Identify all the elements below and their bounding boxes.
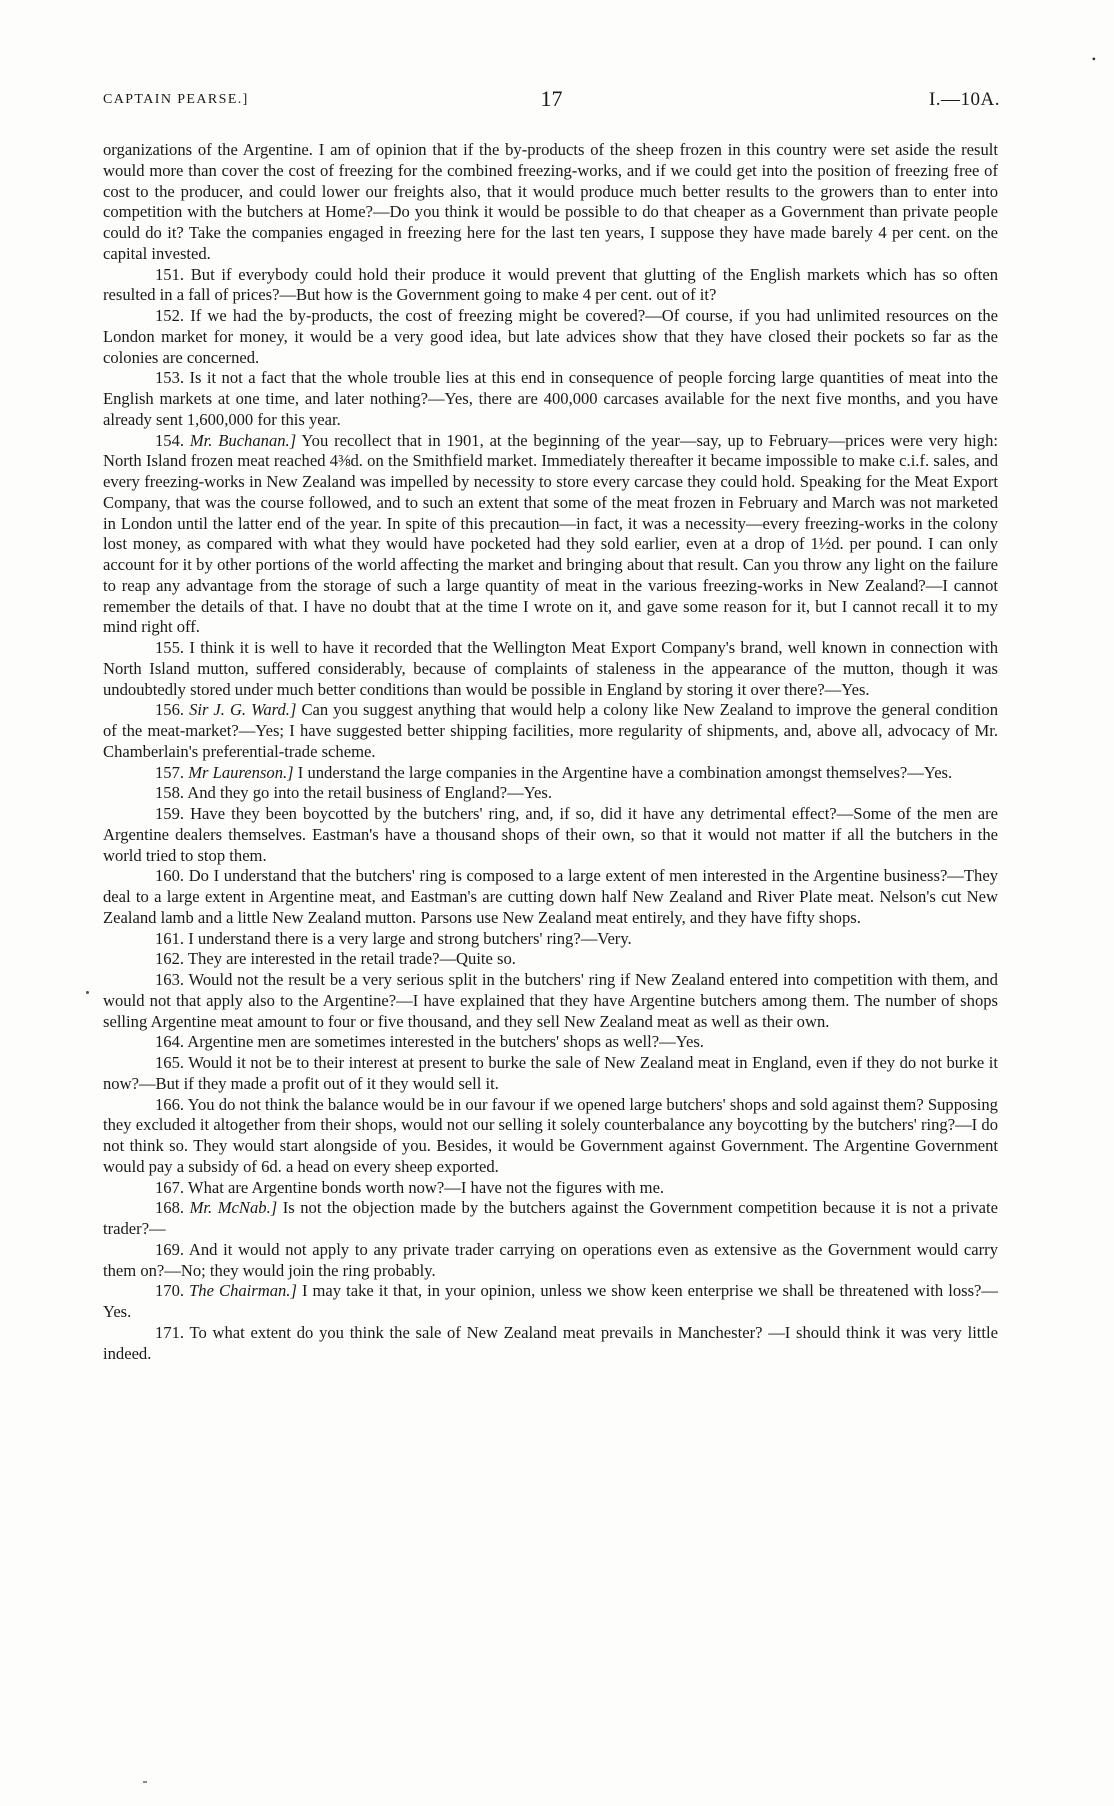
question-number: 166.	[155, 1094, 185, 1114]
speaker-name: Sir J. G. Ward.]	[189, 700, 297, 720]
paragraph-text: If we had the by-products, the cost of freezing might be covered?—Of course, if you had unlimited resources on the London market for money, it would be a very good idea, but late advices show that they have closed their pockets so far as the colonies are concerned.	[103, 306, 998, 367]
question-paragraph	[103, 783, 998, 804]
speaker-name: Mr. McNab.]	[189, 1198, 278, 1218]
question-number: 165.	[155, 1053, 185, 1072]
question-number: 159.	[155, 804, 185, 823]
question-paragraph	[103, 804, 998, 866]
question-paragraph	[103, 306, 998, 368]
question-number: 152.	[155, 306, 185, 325]
question-paragraph	[103, 949, 998, 970]
paragraph-text: And they go into the retail business of England?—Yes.	[187, 783, 552, 803]
question-paragraph	[103, 1032, 998, 1053]
question-number: 156.	[155, 700, 185, 720]
question-paragraph	[103, 431, 998, 639]
question-number: 161.	[155, 928, 185, 948]
question-number: 153.	[155, 368, 185, 388]
question-paragraph	[103, 1323, 998, 1365]
continued-paragraph	[103, 140, 998, 265]
question-number: 157.	[155, 762, 185, 782]
question-number: 171.	[155, 1322, 185, 1342]
speaker-name: Mr Laurenson.]	[188, 762, 294, 782]
stray-mark	[143, 1781, 147, 1783]
paragraph-text: What are Argentine bonds worth now?—I have not the figures with me.	[187, 1177, 665, 1197]
paragraph-text: Is not the objection made by the butchers against the Government competition because it is not a private trader?—	[103, 1198, 999, 1238]
question-number: 162.	[155, 949, 185, 969]
paragraph-text: But if everybody could hold their produce it would prevent that glutting of the English markets which has so often resulted in a fall of prices?—But how is the Government going to make 4 per cent. out of it?	[103, 264, 998, 305]
speaker-name: The Chairman.]	[189, 1281, 297, 1301]
paragraph-text: Do I understand that the butchers' ring is composed to a large extent of men interested in the Argentine business?—They deal to a large extent in Argentine meat, and Eastman's are cutting down half New Zealand and River Plate meat. Nelson's cut New Zealand lamb and a little New Zealand mutton. Parsons use New Zealand meat entirely, and they have fifty shops.	[103, 866, 998, 927]
question-paragraph	[103, 1281, 998, 1323]
question-number: 164.	[155, 1032, 185, 1052]
stray-mark	[86, 991, 89, 994]
question-paragraph	[103, 1053, 998, 1095]
question-paragraph	[103, 1095, 998, 1178]
question-paragraph	[103, 265, 998, 307]
question-number: 169.	[155, 1239, 185, 1259]
question-number: 151.	[155, 264, 185, 284]
page-header	[103, 86, 1000, 116]
paragraph-text: They are interested in the retail trade?—Quite so.	[187, 949, 516, 969]
paragraph-text: And it would not apply to any private trader carrying on operations even as extensive as the Government would carry them on?—No; they would join the ring probably.	[103, 1239, 998, 1280]
question-paragraph	[103, 929, 998, 950]
paragraph-text: You do not think the balance would be in our favour if we opened large butchers' shops and sold against them? Supposing they excluded it altogether from their shops, would not our selling it solely counterbalance any boycotting by the butchers' ring?—I do not think so. They would start alongside of you. Besides, it would be Government against Government. The Argentine Government would pay a subsidy of 6d. a head on every sheep exported.	[103, 1094, 998, 1176]
speaker-name: Mr. Buchanan.]	[189, 430, 297, 450]
paragraph-text: I understand there is a very large and strong butchers' ring?—Very.	[188, 928, 632, 948]
paragraph-text: I think it is well to have it recorded that the Wellington Meat Export Company's brand, well known in connection with North Island mutton, suffered considerably, because of complaints of staleness in the appearance of the mutton, though it was undoubtedly stored under much better conditions than would be possible in England by storing it over there?—Yes.	[103, 638, 998, 699]
document-body	[103, 140, 998, 1364]
question-paragraph	[103, 866, 998, 928]
paragraph-text: Argentine men are sometimes interested in the butchers' shops as well?—Yes.	[187, 1032, 704, 1052]
question-number: 170.	[155, 1281, 185, 1301]
header-paper-reference: I.—10A.	[928, 89, 1000, 110]
question-paragraph	[103, 368, 998, 430]
paragraph-text: organizations of the Argentine. I am of opinion that if the by-products of the sheep frozen in this country were set aside the result would more than cover the cost of freezing for the combined freezing-works, and if we could get into the position of freezing free of cost to the producer, and could lower our freights also, that it would produce much better results to the growers than to enter into competition with the butchers at Home?—Do you think it would be possible to do that cheaper as a Government than private people could do it? Take the companies engaged in freezing here for the last ten years, I suppose they have made barely 4 per cent. on the capital invested.	[103, 140, 998, 263]
page-number: 17	[540, 86, 563, 111]
paragraph-text: I may take it that, in your opinion, unless we show keen enterprise we shall be threatened with loss?—Yes.	[103, 1281, 998, 1321]
question-number: 168.	[155, 1198, 185, 1218]
question-paragraph	[103, 1178, 998, 1199]
question-paragraph	[103, 1198, 998, 1240]
question-number: 160.	[155, 866, 185, 886]
question-paragraph	[103, 970, 998, 1032]
question-number: 154.	[155, 430, 185, 450]
question-paragraph	[103, 638, 998, 700]
paragraph-text: To what extent do you think the sale of New Zealand meat prevails in Manchester? —I should think it was very little indeed.	[103, 1322, 998, 1363]
header-witness-name: CAPTAIN PEARSE.]	[103, 92, 249, 107]
paragraph-text: I understand the large companies in the Argentine have a combination amongst themselves?—Yes.	[297, 762, 953, 782]
question-paragraph	[103, 763, 998, 784]
paragraph-text: Would it not be to their interest at present to burke the sale of New Zealand meat in England, even if they do not burke it now?—But if they made a profit out of it they would sell it.	[103, 1053, 998, 1093]
question-number: 163.	[155, 970, 185, 989]
paragraph-text: Can you suggest anything that would help a colony like New Zealand to improve the general condition of the meat-market?—Yes; I have suggested better shipping facilities, more regularity of shipments, and, above all, advocacy of Mr. Chamberlain's preferential-trade scheme.	[103, 700, 999, 761]
question-number: 167.	[155, 1177, 185, 1197]
corner-mark: •	[1091, 52, 1096, 66]
paragraph-text: Have they been boycotted by the butchers' ring, and, if so, did it have any detrimental effect?—Some of the men are Argentine dealers themselves. Eastman's have a thousand shops of their own, so that it would not matter if all the butchers in the world tried to stop them.	[103, 804, 998, 865]
question-paragraph	[103, 1240, 998, 1282]
paragraph-text: Would not the result be a very serious split in the butchers' ring if New Zealand entered into competition with them, and would not that apply also to the Argentine?—I have explained that they have Argentine butchers among them. The number of shops selling Argentine meat amount to four or five thousand, and they sell New Zealand meat as well as their own.	[103, 970, 998, 1031]
question-number: 155.	[155, 638, 185, 657]
question-paragraph	[103, 700, 998, 762]
paragraph-text: You recollect that in 1901, at the beginning of the year—say, up to February—prices were very high: North Island frozen meat reached 4⅜d. on the Smithfield market. Immediately thereafter it became impossible to make c.i.f. sales, and every freezing-works in New Zealand was impelled by necessity to store every carcase they could hold. Speaking for the Meat Export Company, that was the course followed, and to such an extent that some of the meat frozen in February and March was not marketed in London until the latter end of the year. In spite of this precaution—in fact, it was a necessity—every freezing-works in the colony lost money, as compared with what they would have pocketed had they sold earlier, even at a drop of 1½d. per pound. I can only account for it by other portions of the world affecting the market and bringing about that result. Can you throw any light on the failure to reap any advantage from the storage of such a large quantity of meat in the various freezing-works in New Zealand?—I cannot remember the details of that. I have no doubt that at the time I wrote on it, and gave some reason for it, but I cannot recall it to my mind right off.	[103, 430, 998, 637]
question-number: 158.	[155, 783, 185, 803]
paragraph-text: Is it not a fact that the whole trouble lies at this end in consequence of people forcing large quantities of meat into the English markets at one time, and later nothing?—Yes, there are 400,000 carcases available for the next five months, and you have already sent 1,600,000 for this year.	[103, 368, 998, 429]
